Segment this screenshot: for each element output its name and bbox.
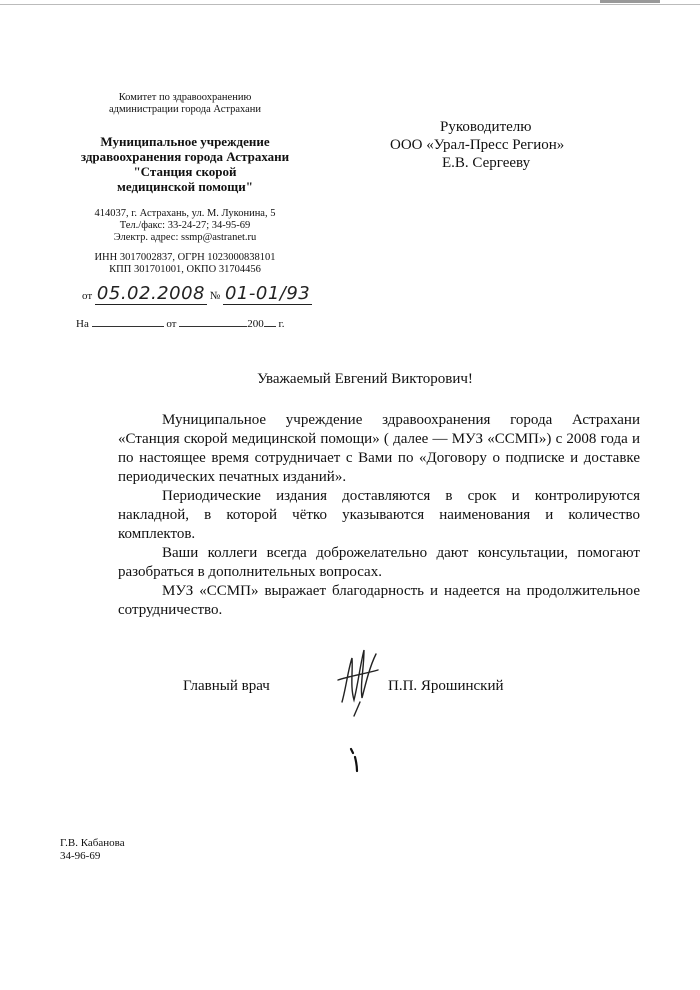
- recipient-name: Е.В. Сергееву: [442, 155, 531, 171]
- outgoing-date: 05.02.2008: [96, 283, 205, 304]
- sender-institution-name: [60, 134, 310, 194]
- sender-committee-line: администрации города Астрахани: [108, 104, 261, 115]
- incoming-number-blank: [92, 317, 164, 327]
- sender-committee: [60, 92, 310, 116]
- body-paragraph: Муниципальное учреждение здравоохранения города Астрахани «Станция скорой медицинской помощи» ( далее — МУЗ «ССМП») с 2008 года и по настоящее время сотрудничает с Вами по «Договору о подписке и доставке периодических печатных изданий».: [118, 412, 640, 485]
- ink-blot: [345, 745, 365, 775]
- incoming-on-label: На: [76, 318, 89, 330]
- sender-committee-line: Комитет по здравоохранению: [118, 92, 252, 103]
- sender-id-line: КПП 301701001, ОКПО 31704456: [109, 264, 261, 275]
- executor-phone: 34-96-69: [60, 850, 101, 862]
- recipient-block: [390, 118, 564, 172]
- salutation: Уважаемый Евгений Викторович!: [257, 371, 473, 387]
- scan-edge-line: [0, 4, 700, 5]
- executor-name: Г.В. Кабанова: [60, 837, 125, 849]
- outgoing-number: 01-01/93: [224, 283, 311, 304]
- sender-name-line: медицинской помощи": [117, 179, 253, 194]
- incoming-year: 200: [247, 318, 264, 330]
- sender-name-line: "Станция скорой: [133, 164, 237, 179]
- incoming-from-label: от: [166, 318, 177, 330]
- signer-name: П.П. Ярошинский: [388, 678, 504, 694]
- sender-address: 414037, г. Астрахань, ул. М. Луконина, 5: [94, 208, 276, 219]
- outgoing-number-label: №: [209, 290, 221, 302]
- sender-contacts: [60, 208, 310, 244]
- recipient-company: ООО «Урал-Пресс Регион»: [390, 137, 565, 153]
- outgoing-reference: [82, 283, 312, 305]
- incoming-date-blank: [179, 317, 247, 327]
- sender-registration-ids: [60, 252, 310, 276]
- incoming-reference: [76, 317, 285, 330]
- outgoing-from-label: от: [82, 290, 93, 302]
- sender-id-line: ИНН 3017002837, ОГРН 1023000838101: [94, 252, 276, 263]
- signer-title: Главный врач: [183, 678, 270, 694]
- incoming-year-blank: [264, 317, 276, 327]
- incoming-year-suffix: г.: [278, 318, 285, 330]
- body-paragraph: МУЗ «ССМП» выражает благодарность и надеется на продолжительное сотрудничество.: [118, 583, 640, 618]
- letter-body: [118, 411, 640, 620]
- scan-edge-mark: [600, 0, 660, 3]
- handwritten-signature: [330, 640, 390, 720]
- sender-email: Электр. адрес: ssmp@astranet.ru: [113, 232, 257, 243]
- body-paragraph: Ваши коллеги всегда доброжелательно дают консультации, помогают разобраться в дополнительных вопросах.: [118, 545, 640, 580]
- recipient-position: Руководителю: [440, 119, 532, 135]
- executor-block: [60, 837, 125, 863]
- sender-name-line: Муниципальное учреждение: [100, 134, 270, 149]
- sender-phone: Тел./факс: 33-24-27; 34-95-69: [119, 220, 251, 231]
- sender-name-line: здравоохранения города Астрахани: [80, 149, 290, 164]
- body-paragraph: Периодические издания доставляются в срок и контролируются накладной, в которой чётко указываются наименования и количество комплектов.: [118, 488, 640, 542]
